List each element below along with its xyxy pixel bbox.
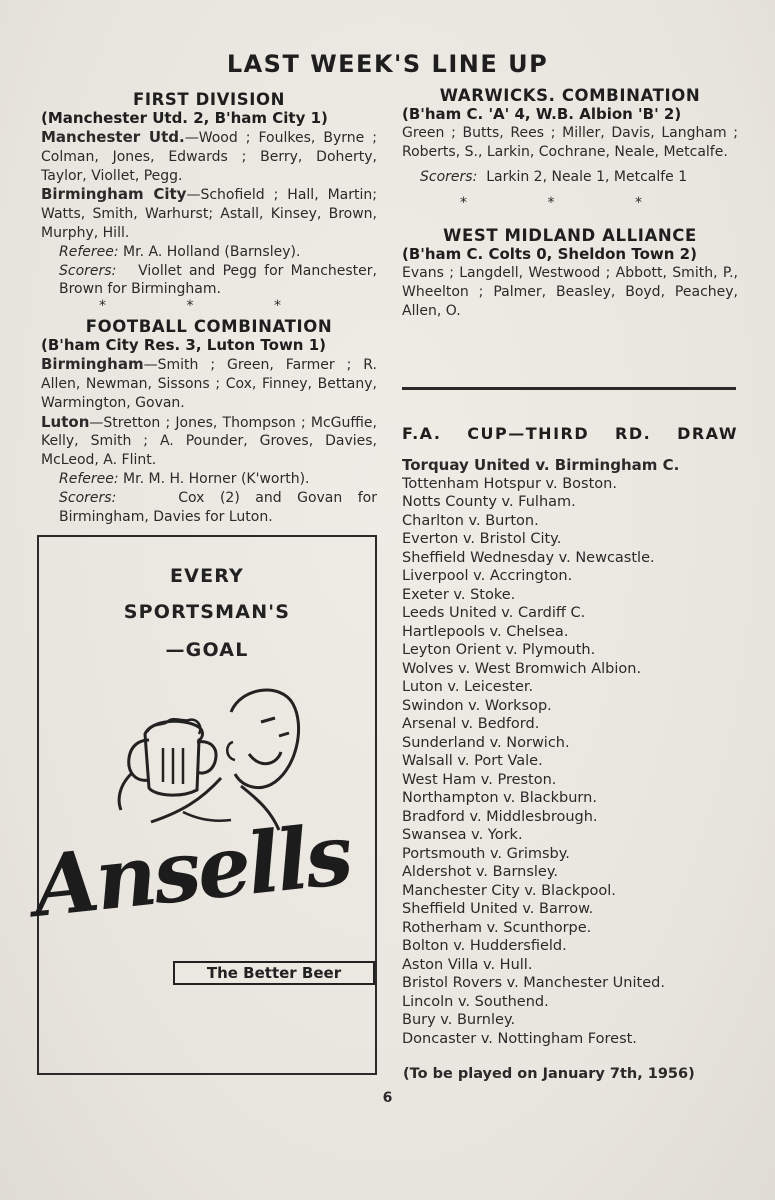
- advert-tagline: The Better Beer: [173, 961, 375, 985]
- first-division-section: [41, 90, 377, 313]
- warwicks-result: (B'ham C. 'A' 4, W.B. Albion 'B' 2): [402, 105, 682, 123]
- fixture-item: Liverpool v. Accrington.: [402, 568, 573, 584]
- fixture-item: Luton v. Leicester.: [402, 679, 534, 695]
- first-division-heading: FIRST DIVISION: [132, 90, 285, 109]
- fixture-item: Swansea v. York.: [402, 827, 523, 843]
- fixture-item: Arsenal v. Bedford.: [402, 716, 540, 732]
- fixture-item: Portsmouth v. Grimsby.: [402, 845, 570, 862]
- football-combination-team1: Birmingham—Smith ; Green, Farmer ; R. Allen, Newman, Sissons ; Cox, Finney, Bettany, Warmington, Govan.: [41, 355, 377, 411]
- football-combination-result: (B'ham City Res. 3, Luton Town 1): [41, 336, 326, 355]
- left-column: [41, 90, 377, 526]
- fa-cup-heading: F.A. CUP—THIRD RD. DRAW: [402, 424, 738, 443]
- football-combination-referee: Referee: Mr. M. H. Horner (K'worth).: [59, 470, 310, 487]
- advert-line3: —GOAL: [165, 639, 249, 661]
- team1-players: —Wood ; Foulkes, Byrne ; Colman, Jones, Edwards ; Berry, Doherty, Taylor, Viollet, Pegg.: [41, 130, 377, 184]
- page-title: LAST WEEK'S LINE UP: [226, 50, 549, 78]
- fixture-item: Northampton v. Blackburn.: [402, 790, 597, 806]
- advert-line1: EVERY: [169, 565, 244, 587]
- fixture-item: West Ham v. Preston.: [402, 771, 557, 788]
- team2-name: Birmingham City: [41, 185, 187, 204]
- fixture-item: Everton v. Bristol City.: [402, 531, 562, 547]
- fixture-item: Sheffield Wednesday v. Newcastle.: [402, 549, 655, 566]
- fixture-item: Swindon v. Worksop.: [402, 697, 552, 714]
- fixture-item: Torquay United v. Birmingham C.: [402, 456, 680, 474]
- first-division-scorers: Scorers: Viollet and Pegg for Manchester, Brown for Birmingham.: [59, 262, 377, 298]
- page-number: 6: [382, 1090, 393, 1106]
- team1-name: Manchester Utd.: [41, 128, 185, 146]
- warwicks-section: [402, 86, 738, 210]
- fixture-item: Bury v. Burnley.: [402, 1012, 516, 1028]
- warwicks-scorers: Scorers: Larkin 2, Neale 1, Metcalfe 1: [420, 168, 688, 185]
- drinking-man-illustration: [111, 682, 311, 832]
- fixture-item: Bristol Rovers v. Manchester United.: [402, 975, 665, 991]
- west-midland-players: Evans ; Langdell, Westwood ; Abbott, Smith, P., Wheelton ; Palmer, Beasley, Boyd, Peachey, Allen, O.: [402, 265, 738, 319]
- first-division-referee: Referee: Mr. A. Holland (Barnsley).: [59, 243, 301, 260]
- play-date-note: (To be played on January 7th, 1956): [403, 1066, 695, 1082]
- fixture-item: Charlton v. Burton.: [402, 512, 539, 529]
- football-combination-section: [41, 317, 377, 526]
- fixture-item: Sunderland v. Norwich.: [402, 734, 570, 751]
- separator-stars: * * *: [460, 195, 680, 212]
- ansells-advert: [28, 535, 377, 1075]
- warwicks-heading: WARWICKS. COMBINATION: [439, 86, 701, 105]
- ansells-brand-logo: Ansells: [28, 804, 355, 936]
- fixture-item: Doncaster v. Nottingham Forest.: [402, 1030, 637, 1047]
- fixture-item: Notts County v. Fulham.: [402, 494, 576, 510]
- fixture-item: Bradford v. Middlesbrough.: [402, 808, 598, 825]
- fixture-item: Wolves v. West Bromwich Albion.: [402, 660, 642, 677]
- west-midland-result: (B'ham C. Colts 0, Sheldon Town 2): [402, 245, 697, 264]
- fixture-item: Bolton v. Huddersfield.: [402, 938, 567, 954]
- football-combination-scorers: Scorers: Cox (2) and Govan for Birmingham, Davies for Luton.: [59, 489, 377, 525]
- separator-stars: * * *: [99, 298, 319, 315]
- fixture-item: Aston Villa v. Hull.: [402, 956, 533, 973]
- fixture-item: Lincoln v. Southend.: [402, 993, 549, 1010]
- fixture-item: Aldershot v. Barnsley.: [402, 864, 558, 880]
- first-division-team1: [41, 128, 377, 185]
- fixture-item: Exeter v. Stoke.: [402, 586, 516, 603]
- fixture-item: Hartlepools v. Chelsea.: [402, 623, 569, 640]
- fixture-item: Tottenham Hotspur v. Boston.: [402, 475, 617, 492]
- fixture-item: Manchester City v. Blackpool.: [402, 882, 616, 899]
- first-division-team2: [41, 185, 377, 242]
- warwicks-players: Green ; Butts, Rees ; Miller, Davis, Langham ; Roberts, S., Larkin, Cochrane, Neale, Metcalfe.: [402, 125, 738, 160]
- football-combination-heading: FOOTBALL COMBINATION: [85, 317, 333, 337]
- fixture-item: Walsall v. Port Vale.: [402, 753, 543, 769]
- fa-cup-fixture-list: [402, 456, 742, 1048]
- team2-players: —Schofield ; Hall, Martin; Watts, Smith, Warhurst; Astall, Kinsey, Brown, Murphy, Hill.: [41, 187, 377, 241]
- football-combination-team2: Luton—Stretton ; Jones, Thompson ; McGuffie, Kelly, Smith ; A. Pounder, Groves, Davies, McLeod, A. Flint.: [41, 412, 377, 469]
- right-column: [402, 86, 738, 321]
- advert-line2: SPORTSMAN'S: [123, 601, 291, 623]
- fixture-item: Sheffield United v. Barrow.: [402, 901, 594, 917]
- west-midland-section: [402, 226, 738, 320]
- fixture-item: Leeds United v. Cardiff C.: [402, 605, 586, 621]
- first-division-result: (Manchester Utd. 2, B'ham City 1): [41, 109, 328, 127]
- fixture-item: Rotherham v. Scunthorpe.: [402, 919, 592, 936]
- divider-rule: [402, 387, 736, 390]
- fixture-item: Leyton Orient v. Plymouth.: [402, 642, 596, 658]
- west-midland-heading: WEST MIDLAND ALLIANCE: [443, 226, 697, 246]
